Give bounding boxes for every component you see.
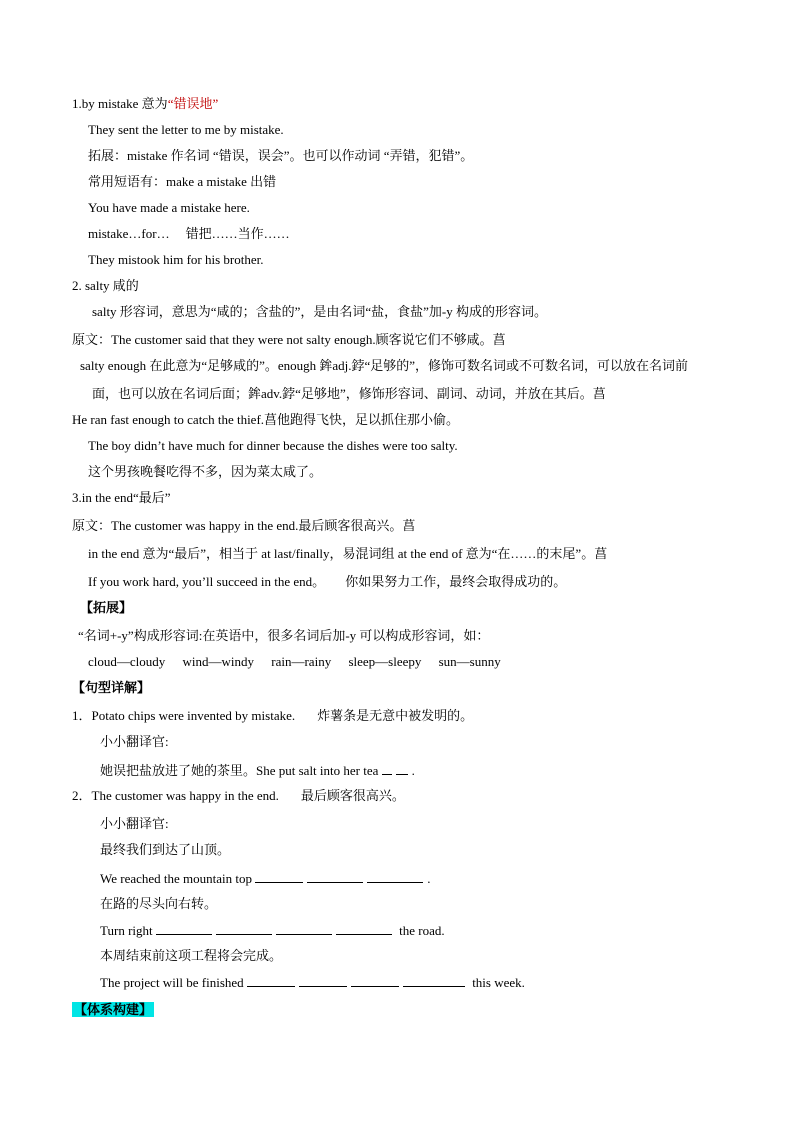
system-build-heading bbox=[72, 1002, 154, 1018]
s2-heading: 2. salty 咸的 bbox=[72, 278, 139, 293]
answer-blank[interactable] bbox=[403, 974, 465, 987]
s2-example-2-cn: 这个男孩晚餐吃得不多，因为菜太咸了。 bbox=[88, 464, 323, 479]
s1-example-1: They sent the letter to me by mistake. bbox=[88, 122, 284, 137]
sentence-section-title: 【句型详解】 bbox=[72, 680, 151, 695]
s1-mistake-for bbox=[88, 226, 290, 242]
answer-blank[interactable] bbox=[299, 974, 347, 987]
s1-heading-text: 1.by mistake 意为 bbox=[72, 96, 168, 111]
sentence-2-label: 小小翻译官: bbox=[100, 816, 169, 831]
s1-mistake-for-cn: 错把……当作…… bbox=[185, 226, 290, 241]
s3-extension-title: 【拓展】 bbox=[80, 600, 133, 615]
s1-example-3: They mistook him for his brother. bbox=[88, 252, 264, 267]
word-pair: wind—windy bbox=[182, 654, 255, 669]
s1-extension: 拓展：mistake 作名词 “错误，误会”。也可以作动词 “弄错，犯错”。 bbox=[88, 148, 474, 163]
s1-mistake-for-en: mistake…for… bbox=[88, 226, 170, 241]
answer-blank[interactable] bbox=[351, 974, 399, 987]
task-3-cn: 本周结束前这项工程将会完成。 bbox=[100, 948, 283, 963]
s1-heading-meaning: “错误地” bbox=[167, 96, 219, 111]
word-pair: sleep—sleepy bbox=[348, 654, 422, 669]
s1-phrase: 常用短语有：make a mistake 出错 bbox=[88, 174, 277, 189]
sentence-1 bbox=[72, 708, 473, 724]
answer-blank[interactable] bbox=[216, 922, 272, 935]
sentence-2 bbox=[72, 788, 405, 804]
sentence-1-cn: 炸薯条是无意中被发明的。 bbox=[317, 708, 474, 723]
s2-example-1: He ran fast enough to catch the thief.菖他跑得飞快，足以抓住那小偷。 bbox=[72, 412, 460, 427]
s2-example-2: The boy didn’t have much for dinner because the dishes were too salty. bbox=[88, 438, 458, 453]
answer-blank[interactable] bbox=[276, 922, 332, 935]
answer-blank[interactable] bbox=[367, 870, 423, 883]
s2-original: 原文：The customer said that they were not salty enough.顾客说它们不够咸。菖 bbox=[72, 332, 506, 347]
task-3-en bbox=[100, 974, 525, 991]
s3-extension-desc: “名词+-y”构成形容词:在英语中，很多名词后加-y 可以构成形容词，如： bbox=[78, 628, 490, 643]
task-1-cn: 最终我们到达了山顶。 bbox=[100, 842, 231, 857]
sentence-1-task-text: 她误把盐放进了她的茶里。She put salt into her tea bbox=[100, 763, 379, 778]
task-2-en bbox=[100, 922, 445, 939]
sentence-1-label: 小小翻译官: bbox=[100, 734, 169, 749]
answer-blank[interactable] bbox=[336, 922, 392, 935]
answer-blank[interactable] bbox=[396, 762, 408, 775]
sentence-1-task bbox=[100, 762, 415, 779]
s2-enough-line-2: 面，也可以放在名词后面；鉾adv.鋍“足够地”，修饰形容词、副词、动词，并放在其后。菖 bbox=[92, 386, 606, 401]
task-2-en-start: Turn right bbox=[100, 923, 153, 938]
task-2-cn: 在路的尽头向右转。 bbox=[100, 896, 218, 911]
task-2-en-end: the road. bbox=[399, 923, 445, 938]
answer-blank[interactable] bbox=[382, 762, 392, 775]
word-pair: rain—rainy bbox=[271, 654, 332, 669]
answer-blank[interactable] bbox=[156, 922, 212, 935]
s3-example-en: If you work hard, you’ll succeed in the end。 bbox=[88, 574, 326, 589]
system-build-title: 【体系构建】 bbox=[74, 1002, 153, 1017]
sentence-2-en: 2．The customer was happy in the end. bbox=[72, 788, 279, 803]
s3-example bbox=[88, 574, 566, 590]
s3-original: 原文：The customer was happy in the end.最后顾客很高兴。菖 bbox=[72, 518, 416, 533]
answer-blank[interactable] bbox=[255, 870, 303, 883]
answer-blank[interactable] bbox=[247, 974, 295, 987]
s1-heading bbox=[72, 96, 218, 112]
task-1-en-text: We reached the mountain top bbox=[100, 871, 253, 886]
s2-description: salty 形容词，意思为“咸的；含盐的”，是由名词“盐，食盐”加-y 构成的形容词。 bbox=[92, 304, 547, 319]
s2-enough-line-1: salty enough 在此意为“足够咸的”。enough 鉾adj.鋍“足够的”，修饰可数名词或不可数名词，可以放在名词前 bbox=[80, 358, 689, 373]
period: . bbox=[427, 871, 431, 886]
task-3-en-start: The project will be finished bbox=[100, 975, 244, 990]
sentence-1-en: 1．Potato chips were invented by mistake. bbox=[72, 708, 296, 723]
answer-blank[interactable] bbox=[307, 870, 363, 883]
s3-example-cn: 你如果努力工作，最终会取得成功的。 bbox=[345, 574, 567, 589]
s3-description: in the end 意为“最后”，相当于 at last/finally，易混词组 at the end of 意为“在……的末尾”。菖 bbox=[88, 546, 608, 561]
s1-example-2: You have made a mistake here. bbox=[88, 200, 250, 215]
s3-heading: 3.in the end“最后” bbox=[72, 490, 171, 505]
word-pair: sun—sunny bbox=[438, 654, 501, 669]
word-pair: cloud—cloudy bbox=[88, 654, 166, 669]
task-3-en-end: this week. bbox=[472, 975, 525, 990]
task-1-en bbox=[100, 870, 431, 887]
period: . bbox=[411, 763, 415, 778]
sentence-2-cn: 最后顾客很高兴。 bbox=[300, 788, 405, 803]
s3-word-pairs bbox=[88, 654, 501, 670]
